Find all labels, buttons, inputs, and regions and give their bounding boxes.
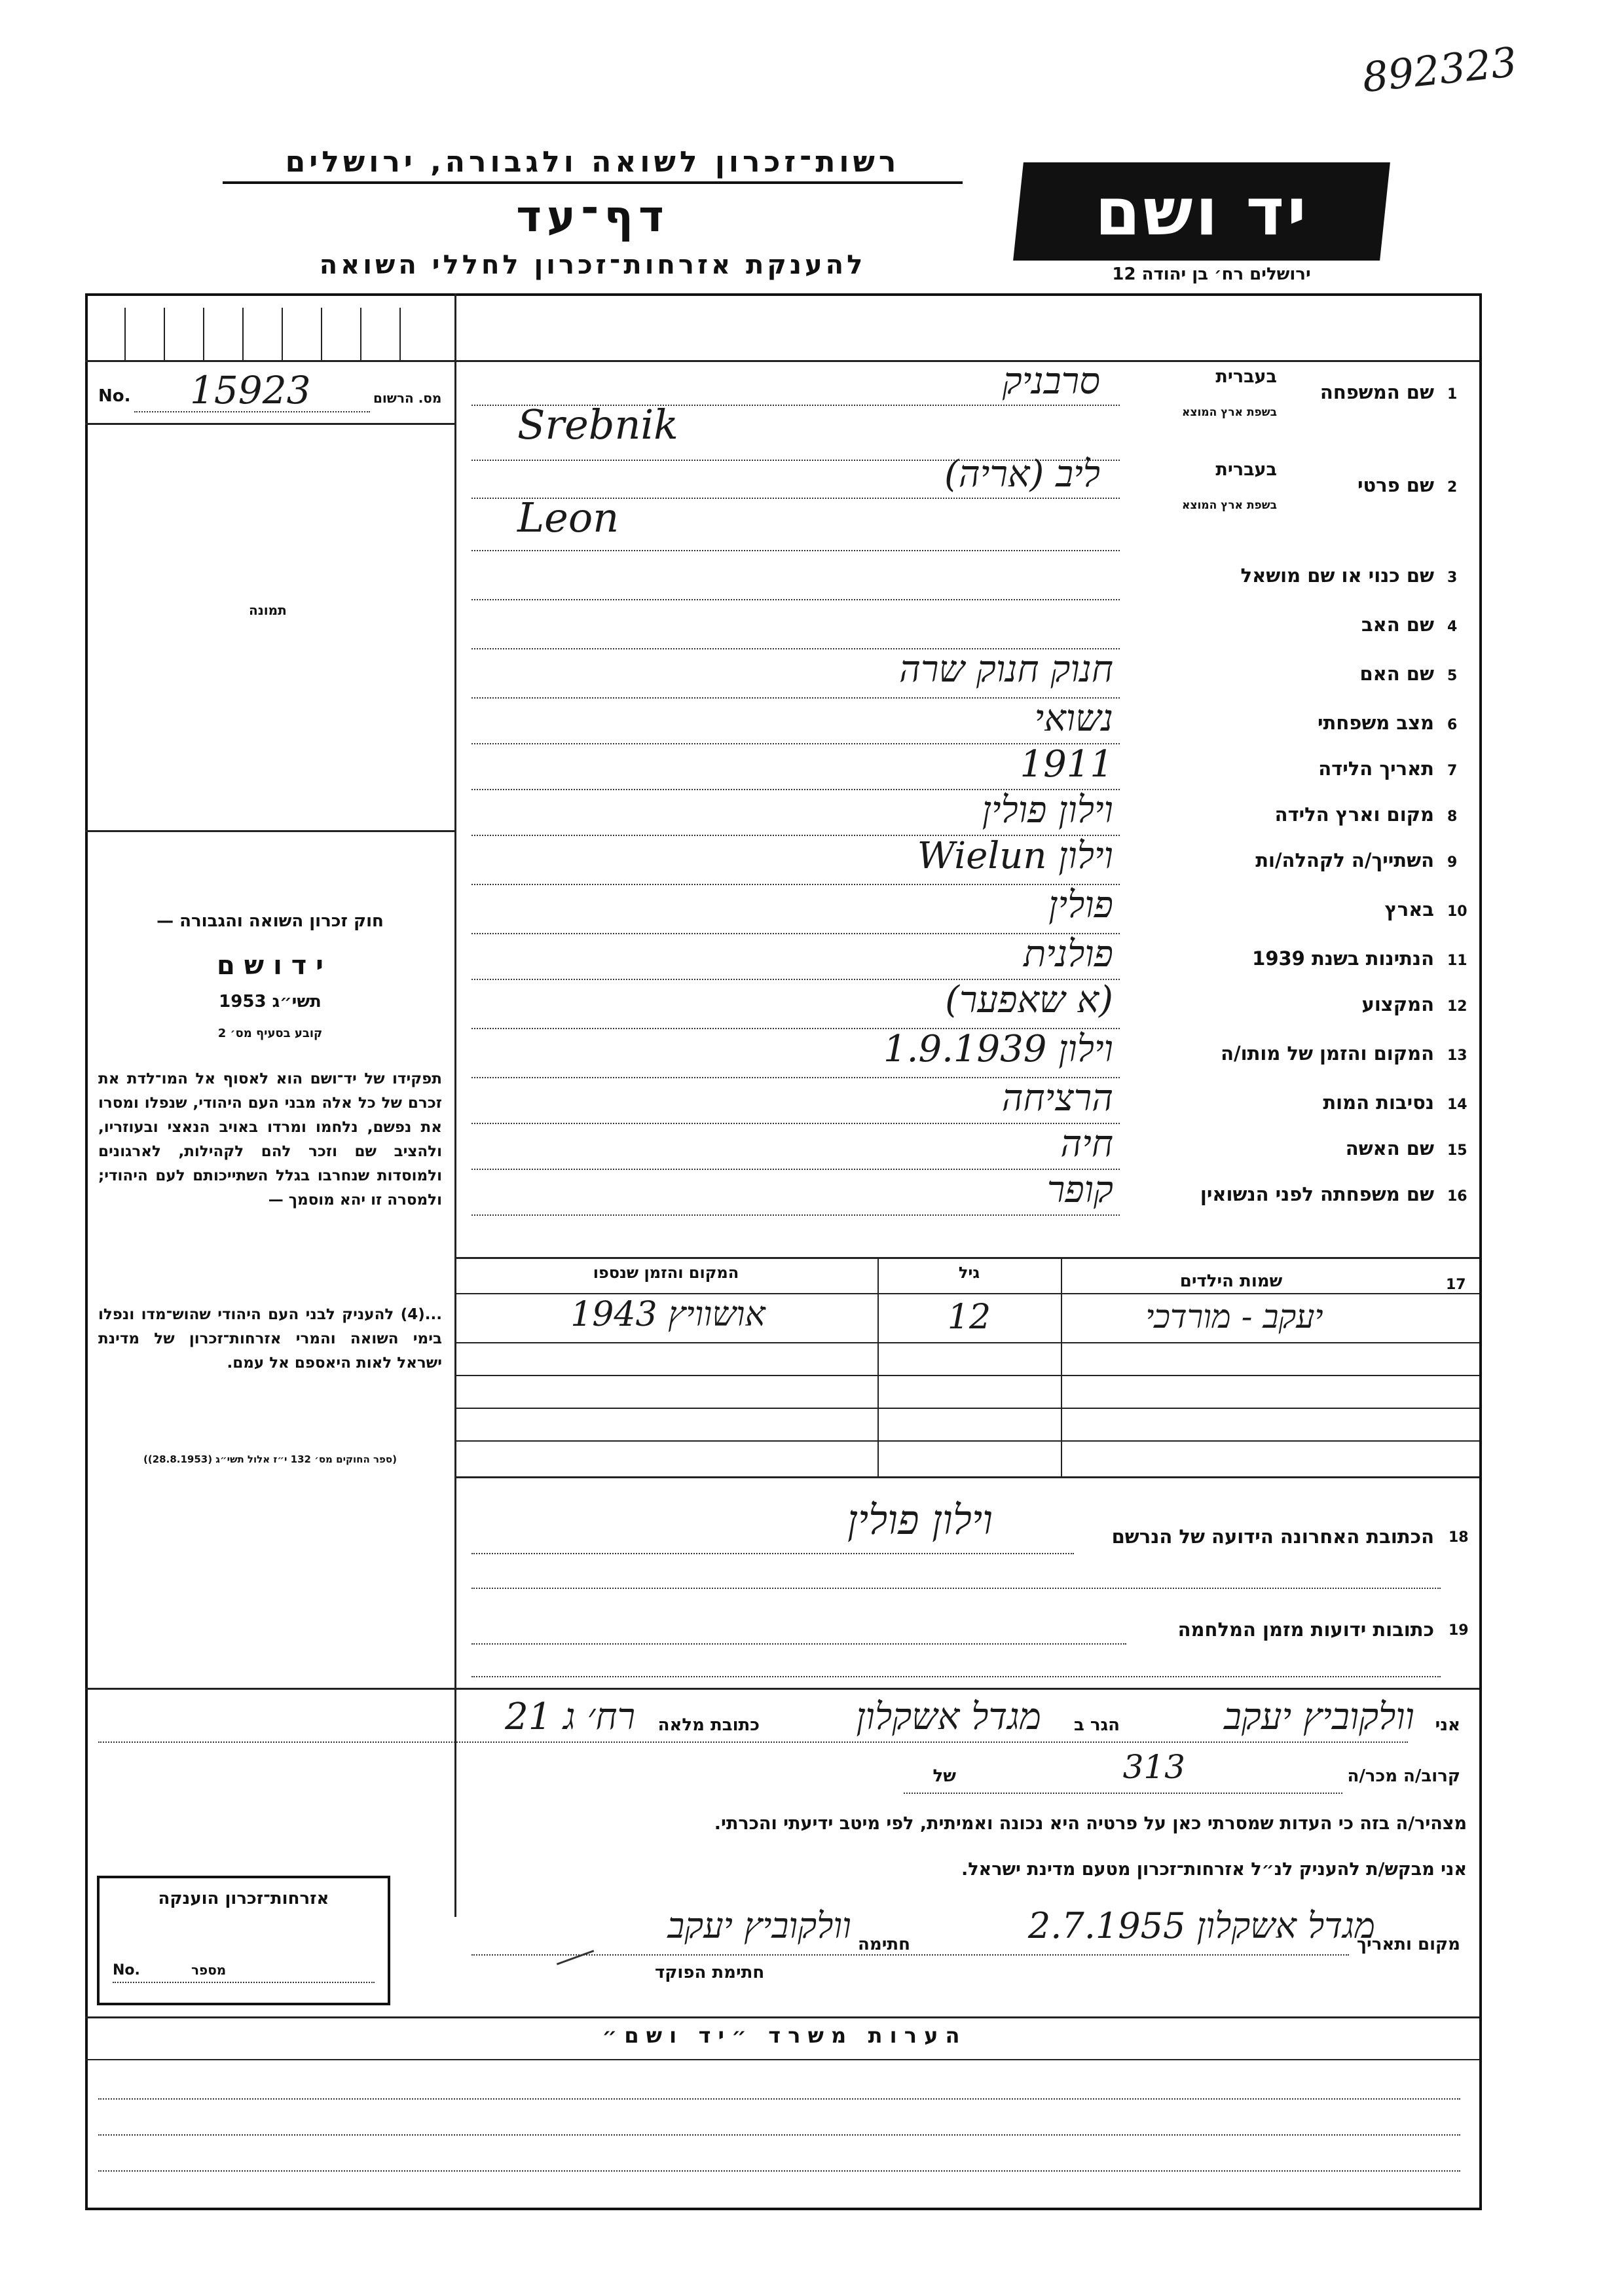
- row-value-12: (א שאפער): [945, 979, 1113, 1021]
- row-number-8: 8: [1447, 809, 1458, 825]
- row-value-7: 1911: [1020, 743, 1113, 786]
- registration-no-label: No.: [98, 386, 131, 406]
- law-clause: קובע בסעיף מס׳ 2: [217, 1027, 323, 1040]
- citizenship-box: [97, 1876, 390, 2005]
- row-number-12: 12: [1447, 998, 1467, 1015]
- child-place: אושוויץ 1943: [570, 1295, 766, 1334]
- logo-text: יד ושם: [1094, 173, 1309, 250]
- row-value-latin-2: Leon: [517, 494, 619, 541]
- address: ירושלים רח׳ בן יהודה 12: [1112, 264, 1311, 284]
- row-label-4: שם האב: [1361, 613, 1434, 636]
- law-name: י ד ו ש ם: [217, 951, 323, 981]
- row-number-2: 2: [1447, 479, 1458, 496]
- law-year: תשי״ג 1953: [219, 992, 322, 1011]
- row-number-14: 14: [1447, 1097, 1467, 1113]
- row-number-16: 16: [1447, 1188, 1467, 1205]
- wartime-address-label: כתובות ידועות מזמן המלחמה: [1177, 1618, 1434, 1641]
- law-text-2: ...(4) להעניק לבני העם היהודי שהוש־מדו ונפלו בימי השואה והמרי אזרחות־זכרון של מדינת ישראל לאות היאספם אל עמם.: [98, 1306, 442, 1372]
- row-label-9: השתייך/ה לקהלה/ות: [1255, 849, 1434, 871]
- row-value-hebrew-1: סרבניק: [1002, 360, 1100, 403]
- last-address-label: הכתובת האחרונה הידועה של הנרשם: [1111, 1525, 1434, 1548]
- declarant-name: וולקוביץ יעקב: [1223, 1696, 1414, 1738]
- row-value-10: פולין: [1048, 884, 1113, 926]
- row-number-17: 17: [1446, 1277, 1466, 1293]
- citizenship-box-title: אזרחות־זכרון הוענקה: [158, 1889, 329, 1908]
- yad-vashem-logo: [1013, 162, 1390, 261]
- row-label-11: הנתינות בשנת 1939: [1252, 947, 1434, 970]
- row-value-6: נשואי: [1034, 697, 1113, 740]
- row-lang-origin-1: בשפת ארץ המוצא: [1181, 406, 1277, 419]
- decl-prefix: אני: [1435, 1715, 1460, 1735]
- decl-address-label: כתובת מלאה: [657, 1715, 760, 1735]
- decl-relation-value: 313: [1122, 1748, 1185, 1786]
- row-label-10: בארץ: [1384, 898, 1434, 920]
- row-number-10: 10: [1447, 903, 1467, 920]
- row-label-5: שם האם: [1359, 663, 1434, 685]
- form-subtitle: להענקת אזרחות־זכרון לחללי השואה: [319, 250, 866, 280]
- law-reference: (ספר החוקים מס׳ 132 י״ז אלול תשי״ג (28.8.1953)): [143, 1453, 397, 1465]
- children-col-names: שמות הילדים: [1179, 1271, 1283, 1291]
- form-title: דף־עד: [516, 191, 669, 242]
- row-value-16: קופר: [1046, 1169, 1113, 1211]
- row-number-1: 1: [1447, 386, 1458, 403]
- row-label-12: המקצוע: [1361, 993, 1434, 1015]
- row-value-hebrew-2: ליב (אריה): [944, 453, 1100, 496]
- declaration-line-3: אני מבקש/ת להעניק לנ״ל אזרחות־זכרון מטעם מדינת ישראל.: [961, 1859, 1467, 1880]
- declaration-line-1: [98, 1696, 1460, 1741]
- row-label-15: שם האשה: [1345, 1137, 1434, 1159]
- child-age: 12: [947, 1298, 991, 1337]
- signature-label: חתימה: [858, 1935, 910, 1954]
- law-text-1: תפקידו של יד־ושם הוא לאסוף אל המו־לדת את זכרם של כל אלה מבני העם היהודי, שנפלו ומסרו את נפשם, נלחמו ומרדו באויב הנאצי ובעוזריו, ולהציב שם וזכר להם לקהילות, לארגונים ולמוסדות שנחרבו בגלל השתייכותם לעם היהודי; ולמסרה זו יהא מוסמך —: [98, 1070, 442, 1209]
- row-number-19: 19: [1449, 1622, 1469, 1639]
- row-number-15: 15: [1447, 1142, 1467, 1159]
- row-label-7: תאריך הלידה: [1318, 757, 1434, 780]
- row-value-8: וילון פולין: [982, 789, 1113, 831]
- children-col-age: גיל: [958, 1264, 980, 1282]
- decl-relation-label: קרוב/ה מכר/ה: [1347, 1766, 1460, 1786]
- remarks-title: ה ע ר ו ת מ ש ר ד ״ י ד ו ש ם ״: [602, 2023, 960, 2048]
- place-date-label: מקום ותאריך: [1357, 1935, 1460, 1954]
- decl-lives-in: הגר ב: [1073, 1715, 1120, 1735]
- declarant-residence: מגדל אשקלון: [856, 1696, 1041, 1738]
- row-number-5: 5: [1447, 668, 1458, 684]
- row-value-latin-1: Srebnik: [517, 401, 678, 448]
- declarant-signature: וולקוביץ יעקב: [667, 1905, 851, 1946]
- row-number-7: 7: [1447, 763, 1458, 779]
- photo-label: תמונה: [249, 602, 287, 618]
- last-address-value: וילון פולין: [847, 1496, 993, 1544]
- row-lang-origin-2: בשפת ארץ המוצא: [1181, 499, 1277, 512]
- row-value-9: וילון Wielun: [917, 835, 1113, 877]
- declaration-line-2: מצהיר/ה בזה כי העדות שמסרתי כאן על פרטיה היא נכונה ואמיתית, לפי מיטב ידיעתי והכרתי.: [714, 1813, 1467, 1834]
- row-label-8: מקום וארץ הלידה: [1274, 803, 1434, 826]
- registration-number: 15923: [190, 368, 311, 412]
- row-label-3: שם כנוי או שם מושאל: [1240, 564, 1434, 587]
- archive-number: 892323: [1359, 37, 1519, 102]
- row-label-13: המקום והזמן של מותו/ה: [1221, 1042, 1434, 1065]
- citizenship-box-he-label: מספר: [191, 1962, 227, 1978]
- row-number-6: 6: [1447, 717, 1458, 733]
- row-number-3: 3: [1447, 570, 1458, 586]
- row-label-14: נסיבות המות: [1323, 1091, 1434, 1114]
- row-label-16: שם משפחתה לפני הנשואין: [1200, 1183, 1434, 1205]
- row-lang-hebrew-1: בעברית: [1215, 367, 1277, 387]
- row-lang-hebrew-2: בעברית: [1215, 460, 1277, 480]
- row-number-13: 13: [1447, 1048, 1467, 1064]
- children-col-place: המקום והזמן שנספו: [593, 1264, 739, 1282]
- row-label-1: שם המשפחה: [1320, 381, 1434, 403]
- row-number-11: 11: [1447, 953, 1467, 969]
- authority-line: רשות־זכרון לשואה ולגבורה, ירושלים: [223, 145, 963, 184]
- row-label-2: שם פרטי: [1357, 474, 1434, 496]
- row-value-15: חיה: [1060, 1123, 1113, 1165]
- law-heading: חוק זכרון השואה והגבורה —: [157, 911, 384, 931]
- row-number-18: 18: [1449, 1529, 1469, 1546]
- row-value-14: הרציחה: [1001, 1077, 1113, 1120]
- declarant-address: רח׳ ג 21: [505, 1696, 635, 1738]
- row-value-5: חנוק חנוק שרה: [899, 648, 1113, 691]
- row-number-4: 4: [1447, 619, 1458, 635]
- child-name: יעקב - מורדכי: [1145, 1298, 1323, 1336]
- official-signature-label: חתימת הפוקד: [655, 1963, 765, 1982]
- registration-he-label: מס. הרשום: [373, 390, 442, 406]
- row-label-6: מצב משפחתי: [1317, 712, 1434, 734]
- row-number-9: 9: [1447, 854, 1458, 871]
- place-date-value: מגדל אשקלון 2.7.1955: [1027, 1905, 1375, 1946]
- decl-of-label: של: [932, 1766, 956, 1786]
- row-value-11: פולנית: [1024, 933, 1113, 975]
- declaration-relation: [98, 1748, 1460, 1794]
- row-value-13: וילון 1.9.1939: [883, 1028, 1113, 1070]
- citizenship-box-no: No.: [113, 1962, 140, 1978]
